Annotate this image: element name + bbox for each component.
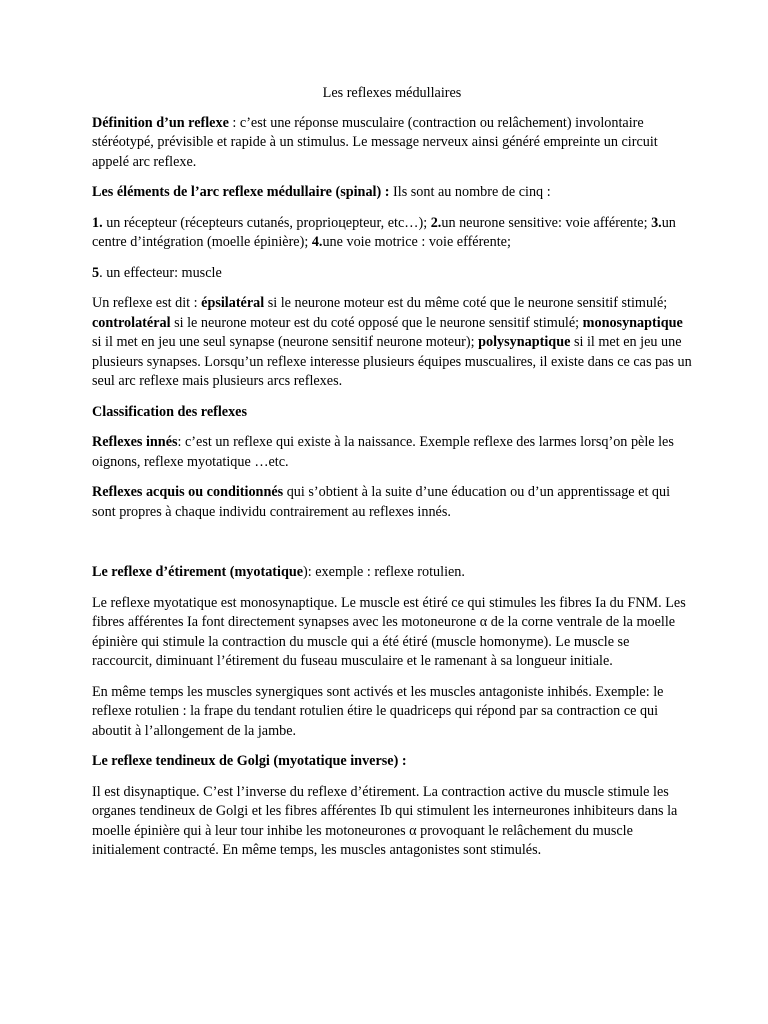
etirement-label: Le reflexe d’étirement (myotatique [92, 564, 304, 580]
element-number-5: 5 [92, 264, 100, 281]
element-number-2: 2. [430, 214, 442, 231]
element-text-4: une voie motrice : voie efférente; [322, 234, 511, 250]
type-monosynaptic-text: si il met en jeu une seul synapse (neurone sensitif neurone moteur); [92, 334, 479, 350]
golgi-heading-text: Le reflexe tendineux de Golgi (myotatique inverse) : [92, 753, 407, 769]
classification-heading-text: Classification des reflexes [92, 403, 247, 420]
type-monosynaptic: monosynaptique [582, 314, 683, 331]
type-contralateral-text: si le neurone moteur est du coté opposé que le neurone sensitif stimulé; [170, 314, 583, 331]
acquis-text: qui s’obtient à la suite d’une éducation ou d’un apprentissage et qui sont propres à chaque individu contrairement au reflexes innés. [92, 484, 671, 520]
type-ipsilateral: épsilatéral [201, 295, 265, 311]
definition-label: Définition d’un reflexe [92, 114, 229, 131]
element-number-4: 4. [311, 234, 323, 250]
type-polysynaptic: polysynaptique [478, 334, 571, 350]
types-intro: Un reflexe est dit : [92, 295, 202, 311]
element-number-1: 1. [92, 214, 103, 231]
acquis-paragraph [92, 483, 692, 522]
elements-text: Ils sont au nombre de cinq : [389, 184, 551, 200]
etirement-paragraph-2: En même temps les muscles synergiques sont activés et les muscles antagoniste inhibés. Exemple: le reflexe rotulien : la frape du tendant rotulien étire le quadriceps qui répond par sa contraction ce qui aboutit à l’allongement de la jambe. [92, 683, 664, 739]
etirement-paragraph-1: Le reflexe myotatique est monosynaptique. Le muscle est étiré ce qui stimules les fibres Ia du FNM. Les fibres afférentes Ia font directement synapses avec les motoneurone α de la corne ventrale de la moelle épinière qui stimule la contraction du muscle qui a été étiré (muscle homonyme). Le muscle se raccourcit, diminuant l’étirement du fuseau musculaire et le ramenant à sa longueur initiale. [92, 594, 686, 669]
element-text-2: un neurone sensitive: voie afférente; [441, 214, 652, 231]
definition-paragraph [92, 114, 692, 173]
elements-label: Les éléments de l’arc reflexe médullaire (spinal) : [92, 184, 390, 200]
etirement-text: ): exemple : reflexe rotulien. [303, 564, 465, 580]
element-text-1: un récepteur (récepteurs cutanés, proprioцepteur, etc…); [102, 214, 431, 231]
types-paragraph [92, 294, 692, 392]
innes-label: Reflexes innés [92, 434, 178, 450]
document-body [92, 84, 692, 872]
blank-line [92, 533, 692, 563]
type-ipsilateral-text: si le neurone moteur est du même coté que le neurone sensitif stimulé; [264, 295, 668, 311]
elements-list-paragraph [92, 214, 692, 253]
element-number-3: 3. [651, 214, 662, 231]
definition-text: : c’est une réponse musculaire (contraction ou relâchement) involontaire stéréotypé, prévisible et rapide à un stimulus. Le message nerveux ainsi généré empreinte un circuit appelé arc reflexe. [92, 114, 658, 170]
acquis-label: Reflexes acquis ou conditionnés [92, 484, 284, 500]
etirement-heading [92, 563, 692, 583]
type-contralateral: controlatéral [92, 314, 171, 331]
page-title: Les reflexes médullaires [322, 85, 462, 101]
innes-paragraph [92, 433, 692, 472]
elements-paragraph [92, 183, 692, 203]
innes-text: : c’est un reflexe qui existe à la naissance. Exemple reflexe des larmes lorsq’on pèle les oignons, reflexe myotatique …etc. [92, 434, 674, 470]
golgi-heading [92, 752, 692, 772]
element-text-3: un centre d’intégration (moelle épinière); [92, 214, 676, 250]
golgi-paragraph: Il est disynaptique. C’est l’inverse du reflexe d’étirement. La contraction active du muscle stimule les organes tendineux de Golgi et les fibres afférentes Ib qui stimulent les interneurones inhibiteurs dans la moelle épinière qui à leur tour inhibe les motoneurones α provoquant le relâchement du muscle initialement contracté. En même temps, les muscles antagonistes sont stimulés. [92, 783, 678, 858]
element-text-5: . un effecteur: muscle [99, 264, 222, 281]
type-polysynaptic-text: si il met en jeu une plusieurs synapses. Lorsqu’un reflexe interesse plusieurs équipes muscualires, il existe dans ce cas pas un seul arc reflexe mais plusieurs arcs reflexes. [92, 334, 692, 389]
classification-heading [92, 403, 692, 423]
element-5-paragraph [92, 264, 692, 284]
